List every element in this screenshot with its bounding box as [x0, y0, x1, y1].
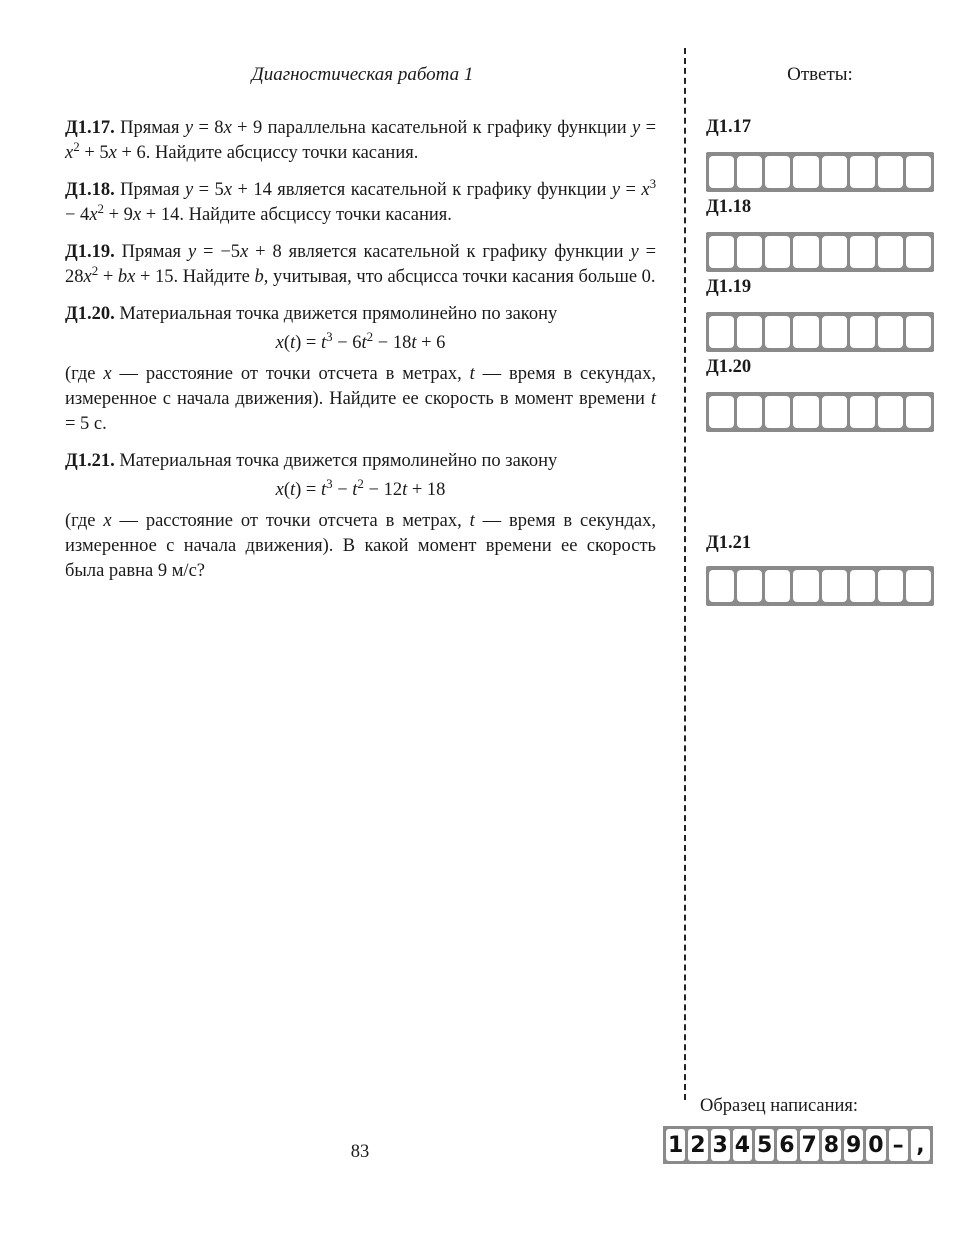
problem-number: Д1.21. — [65, 451, 115, 471]
answer-box-1-18[interactable] — [706, 232, 934, 272]
answers-title: Ответы: — [787, 64, 853, 85]
problem-1-17: Д1.17. Прямая y = 8x + 9 параллельна касательной к графику функции $y = x^2 + 5x + 6$. Найдите абсциссу точки касания. — [65, 118, 657, 163]
answer-label-1-20: Д1.20 — [706, 357, 752, 377]
answer-box-1-21[interactable] — [706, 566, 934, 606]
sample-char: 2 — [688, 1129, 707, 1161]
sample-char: 4 — [733, 1129, 752, 1161]
sample-char: 0 — [866, 1129, 885, 1161]
problem-number: Д1.19. — [65, 242, 115, 262]
problem-number: Д1.17. — [65, 118, 115, 138]
sample-char: 8 — [822, 1129, 841, 1161]
sample-char: 3 — [711, 1129, 730, 1161]
formula: $x(t) = t^3 - 6t^2 - 18t + 6$ — [275, 328, 446, 353]
problem-1-21: Д1.21. Материальная точка движется прямолинейно по закону $x(t) = t^3 - t^2 - 12t + 18$ (где x — расстояние от точки отсчета в метрах, t — время в секундах, измеренное с начала движения). В какой момент времени ее скорость была равна 9 м/с? — [65, 451, 656, 581]
problem-1-19: Д1.19. Прямая y = −5x + 8 является касательной к графику функции $y = 28x^2$ + bx + 15. Найдите b, учитывая, что абсцисса точки касания больше 0. — [65, 242, 656, 287]
problem-number: Д1.20. — [65, 304, 115, 324]
answer-label-1-19: Д1.19 — [706, 277, 752, 297]
sample-char: 1 — [666, 1129, 685, 1161]
problem-number: Д1.18. — [65, 180, 115, 200]
formula: $x(t) = t^3 - t^2 - 12t + 18$ — [275, 475, 446, 500]
problem-1-18: Д1.18. Прямая y = 5x + 14 является касательной к графику функции $y = x^3 - 4x^2 + 9x + 14$. Найдите абсциссу точки касания. — [65, 175, 657, 225]
sample-label: Образец написания: — [700, 1096, 859, 1116]
answer-box-1-17[interactable] — [706, 152, 934, 192]
sample-char: 7 — [800, 1129, 819, 1161]
answer-box-1-19[interactable] — [706, 312, 934, 352]
dashed-divider — [684, 48, 686, 1100]
sample-char: 9 — [844, 1129, 863, 1161]
answer-label-1-18: Д1.18 — [706, 197, 752, 217]
answer-label-1-21: Д1.21 — [706, 533, 752, 553]
problem-1-20: Д1.20. Материальная точка движется прямолинейно по закону $x(t) = t^3 - 6t^2 - 18t + 6$ (где x — расстояние от точки отсчета в метрах, t — время в секундах, измеренное с начала движения). Найдите ее скорость в момент времени t = 5 с. — [65, 304, 656, 434]
sample-char: 6 — [777, 1129, 796, 1161]
sample-strip — [663, 1126, 933, 1164]
page-number: 83 — [350, 1142, 370, 1162]
answer-box-1-20[interactable] — [706, 392, 934, 432]
header-title: Диагностическая работа 1 — [251, 64, 474, 85]
sample-char: , — [911, 1129, 930, 1161]
problems-column — [65, 116, 656, 596]
sample-char: – — [889, 1129, 908, 1161]
answer-label-1-17: Д1.17 — [706, 117, 752, 137]
sample-char: 5 — [755, 1129, 774, 1161]
